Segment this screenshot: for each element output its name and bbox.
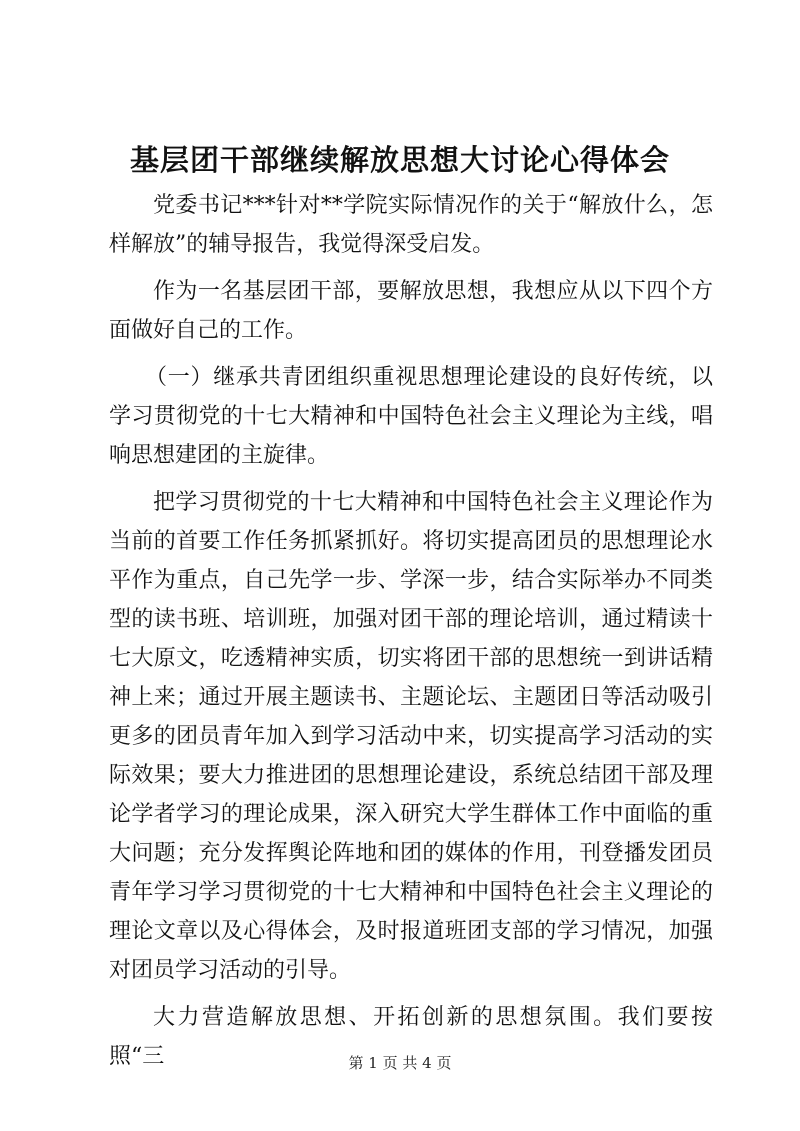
- paragraph: 作为一名基层团干部，要解放思想，我想应从以下四个方面做好自己的工作。: [109, 279, 713, 343]
- paragraph: 大力营造解放思想、开拓创新的思想氛围。我们要按照“三: [109, 1005, 713, 1069]
- paragraph: 党委书记***针对**学院实际情况作的关于“解放什么，怎样解放”的辅导报告，我觉得深受启发。: [109, 193, 713, 257]
- document-body: [109, 186, 713, 1084]
- paragraph: （一）继承共青团组织重视思想理论建设的良好传统，以学习贯彻党的十七大精神和中国特色社会主义理论为主线，唱响思想建团的主旋律。: [109, 365, 713, 468]
- document-title: 基层团干部继续解放思想大讨论心得体会: [129, 143, 670, 177]
- paragraph: 把学习贯彻党的十七大精神和中国特色社会主义理论作为当前的首要工作任务抓紧抓好。将切实提高团员的思想理论水平作为重点，自己先学一步、学深一步，结合实际举办不同类型的读书班、培训班，加强对团干部的理论培训，通过精读十七大原文，吃透精神实质，切实将团干部的思想统一到讲话精神上来；通过开展主题读书、主题论坛、主题团日等活动吸引更多的团员青年加入到学习活动中来，切实提高学习活动的实际效果；要大力推进团的思想理论建设，系统总结团干部及理论学者学习的理论成果，深入研究大学生群体工作中面临的重大问题；充分发挥舆论阵地和团的媒体的作用，刊登播发团员青年学习学习贯彻党的十七大精神和中国特色社会主义理论的理论文章以及心得体会，及时报道班团支部的学习情况，加强对团员学习活动的引导。: [109, 490, 713, 983]
- page-footer: 第 1 页 共 4 页: [348, 1054, 452, 1072]
